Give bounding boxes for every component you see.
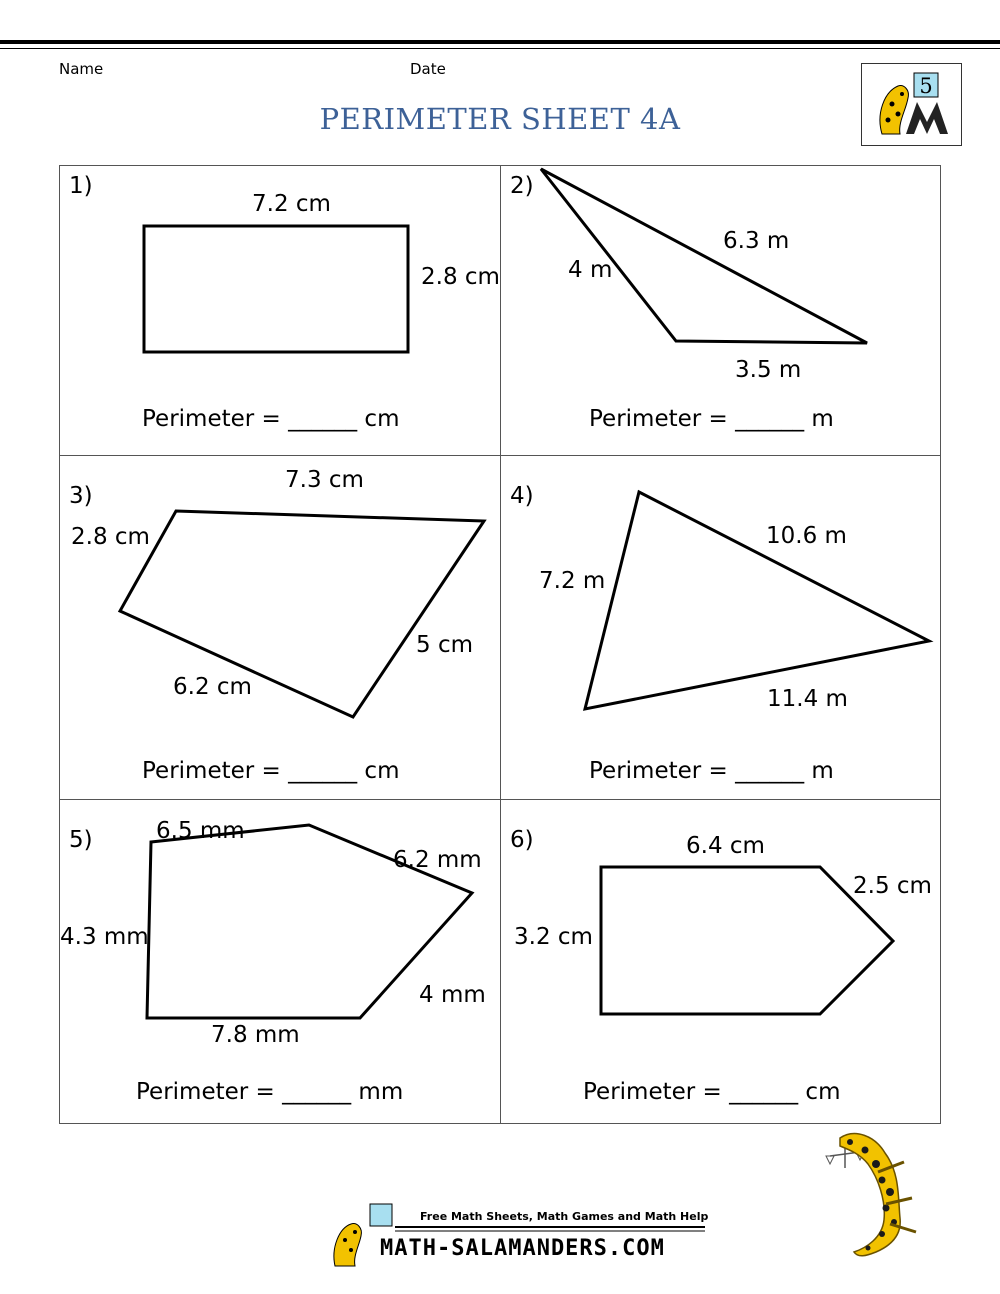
side-label: 3.5 m xyxy=(735,357,802,383)
footer-tagline: Free Math Sheets, Math Games and Math Help xyxy=(420,1210,709,1223)
perimeter-answer-line[interactable]: Perimeter = ______ m xyxy=(589,406,834,432)
side-label: 6.3 m xyxy=(723,228,790,254)
problem-number: 3) xyxy=(69,483,93,509)
problem-number: 1) xyxy=(69,173,93,199)
side-label: 2.8 cm xyxy=(421,264,500,290)
salamander-logo-icon xyxy=(862,64,962,146)
problem-2 xyxy=(500,165,941,456)
salamander-scales-icon xyxy=(820,1128,935,1263)
problem-6 xyxy=(500,799,941,1124)
side-label: 4 m xyxy=(568,257,613,283)
side-label: 10.6 m xyxy=(766,523,847,549)
side-label: 7.8 mm xyxy=(211,1022,300,1048)
page-title: PERIMETER SHEET 4A xyxy=(319,102,681,136)
problem-number: 5) xyxy=(69,827,93,853)
perimeter-answer-line[interactable]: Perimeter = ______ cm xyxy=(583,1079,841,1105)
top-rule xyxy=(0,40,1000,44)
top-rule-thin xyxy=(0,48,1000,49)
problem-grid xyxy=(59,165,941,1124)
problem-5 xyxy=(59,799,501,1124)
side-label: 4 mm xyxy=(419,982,486,1008)
problem-number: 4) xyxy=(510,483,534,509)
side-label: 2.8 cm xyxy=(71,524,150,550)
perimeter-answer-line[interactable]: Perimeter = ______ mm xyxy=(136,1079,404,1105)
side-label: 4.3 mm xyxy=(60,924,149,950)
side-label: 7.2 m xyxy=(539,568,606,594)
date-label: Date xyxy=(410,60,446,78)
side-label: 7.3 cm xyxy=(285,467,364,493)
side-label: 5 cm xyxy=(416,632,473,658)
grade-logo xyxy=(861,63,962,146)
perimeter-answer-line[interactable]: Perimeter = ______ m xyxy=(589,758,834,784)
problem-4 xyxy=(500,455,941,800)
side-label: 6.2 cm xyxy=(173,674,252,700)
footer-brand[interactable]: MATH-SALAMANDERS.COM xyxy=(380,1236,665,1261)
side-label: 2.5 cm xyxy=(853,873,932,899)
side-label: 6.2 mm xyxy=(393,847,482,873)
name-label: Name xyxy=(59,60,104,78)
quadrilateral-shape xyxy=(60,456,502,801)
problem-1 xyxy=(59,165,501,456)
side-label: 6.4 cm xyxy=(686,833,765,859)
side-label: 11.4 m xyxy=(767,686,848,712)
problem-3 xyxy=(59,455,501,800)
perimeter-answer-line[interactable]: Perimeter = ______ cm xyxy=(142,406,400,432)
side-label: 6.5 mm xyxy=(156,818,245,844)
triangle-shape xyxy=(501,456,942,801)
logo-grade-text: 5 xyxy=(919,74,933,98)
problem-number: 2) xyxy=(510,173,534,199)
perimeter-answer-line[interactable]: Perimeter = ______ cm xyxy=(142,758,400,784)
problem-number: 6) xyxy=(510,827,534,853)
side-label: 3.2 cm xyxy=(514,924,593,950)
side-label: 7.2 cm xyxy=(252,191,331,217)
